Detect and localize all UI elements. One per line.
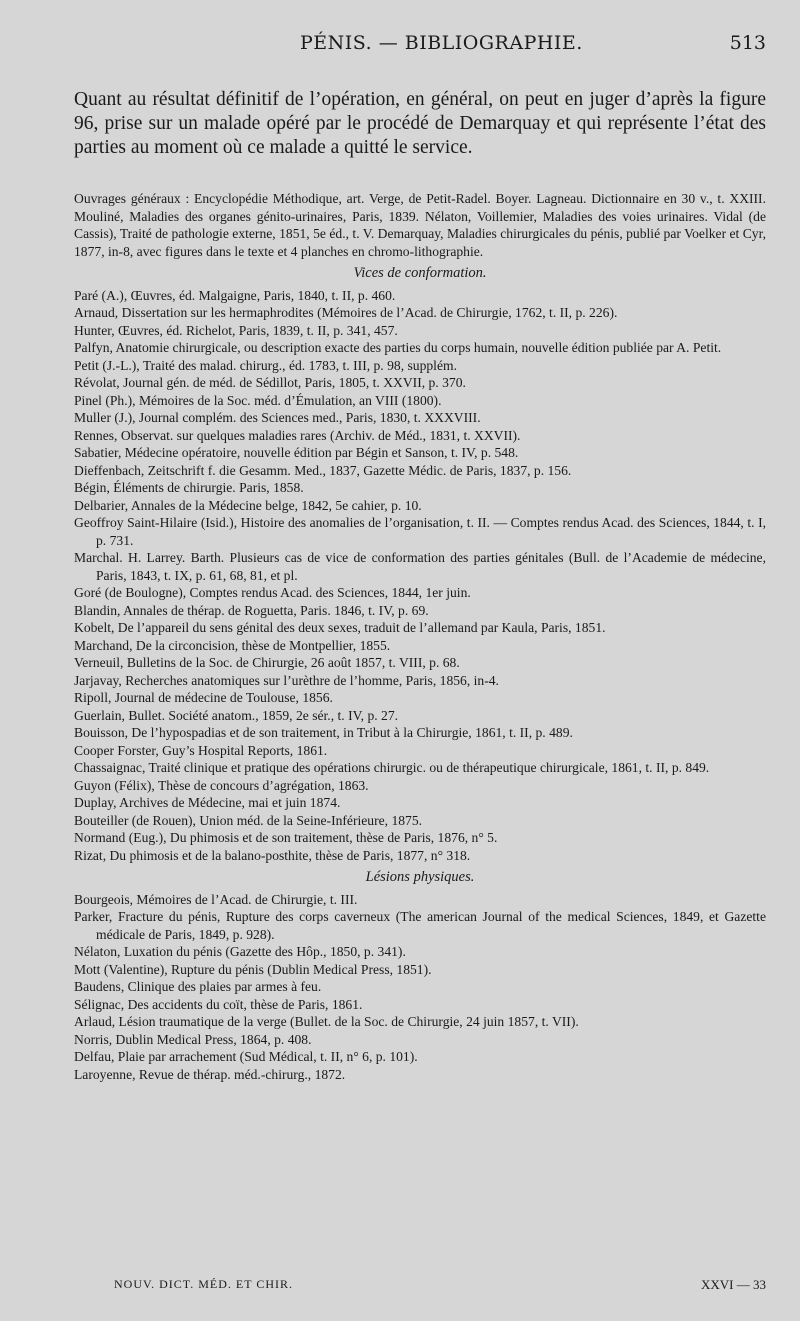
section-lesions-list	[74, 891, 766, 1084]
intro-paragraph: Quant au résultat définitif de l’opération, en général, on peut en juger d’après la figure 96, prise sur un malade opéré par le procédé de Demarquay et qui représente l’état des parties au moment où ce malade a quitté le service.	[74, 88, 766, 158]
bibliography-entry: Marchal. H. Larrey. Barth. Plusieurs cas de vice de conformation des parties génitales (Bull. de l’Academie de médecine, Paris, 1843, t. IX, p. 61, 68, 81, et pl.	[74, 550, 766, 583]
bibliography-entry: Palfyn, Anatomie chirurgicale, ou description exacte des parties du corps humain, nouvelle édition publiée par A. Petit.	[74, 340, 722, 355]
bibliography-entry: Duplay, Archives de Médecine, mai et juin 1874.	[74, 795, 341, 810]
bibliography-entry: Normand (Eug.), Du phimosis et de son traitement, thèse de Paris, 1876, n° 5.	[74, 830, 498, 845]
bibliography-entry: Marchand, De la circoncision, thèse de Montpellier, 1855.	[74, 637, 391, 653]
bibliography-entry: Sabatier, Médecine opératoire, nouvelle édition par Bégin et Sanson, t. IV, p. 548.	[74, 445, 519, 460]
bibliography-entry: Bouteiller (de Rouen), Union méd. de la Seine-Inférieure, 1875.	[74, 812, 423, 828]
bibliography-entry: Goré (de Boulogne), Comptes rendus Acad. des Sciences, 1844, 1er juin.	[74, 585, 471, 600]
bibliography-entry: Parker, Fracture du pénis, Rupture des corps caverneux (The american Journal of the medical Sciences, 1849, et Gazette médicale de Paris, 1849, p. 928).	[74, 909, 766, 942]
section-title-vices: Vices de conformation.	[353, 265, 487, 281]
bibliography-entry: Rizat, Du phimosis et de la balano-posthite, thèse de Paris, 1877, n° 318.	[74, 847, 471, 863]
bibliography-entry: Arlaud, Lésion traumatique de la verge (Bullet. de la Soc. de Chirurgie, 24 juin 1857, t. VII).	[74, 1014, 579, 1029]
bibliography-entry: Delbarier, Annales de la Médecine belge, 1842, 5e cahier, p. 10.	[74, 497, 422, 513]
running-head	[74, 32, 766, 56]
section-vices-list	[74, 287, 766, 865]
bibliography-entry: Cooper Forster, Guy’s Hospital Reports, 1861.	[74, 742, 328, 758]
bibliography-entry: Rennes, Observat. sur quelques maladies rares (Archiv. de Méd., 1831, t. XXVII).	[74, 427, 521, 443]
bibliography-entry: Delfau, Plaie par arrachement (Sud Médical, t. II, n° 6, p. 101).	[74, 1049, 418, 1064]
bibliography-entry: Chassaignac, Traité clinique et pratique des opérations chirurgic. ou de thérapeutique chirurgicale, 1861, t. II, p. 849.	[74, 760, 710, 775]
bibliography-entry: Ripoll, Journal de médecine de Toulouse, 1856.	[74, 690, 333, 705]
bibliography-entry: Verneuil, Bulletins de la Soc. de Chirurgie, 26 août 1857, t. VIII, p. 68.	[74, 655, 460, 670]
bibliography-entry: Bégin, Éléments de chirurgie. Paris, 1858.	[74, 480, 304, 495]
section-title-lesions: Lésions physiques.	[365, 869, 475, 885]
bibliography-entry: Muller (J.), Journal complém. des Sciences med., Paris, 1830, t. XXXVIII.	[74, 410, 481, 425]
bibliography-entry: Jarjavay, Recherches anatomiques sur l’urèthre de l’homme, Paris, 1856, in-4.	[74, 672, 499, 688]
bibliography-entry: Dieffenbach, Zeitschrift f. die Gesamm. Med., 1837, Gazette Médic. de Paris, 1837, p. 156.	[74, 462, 572, 478]
bibliography-entry: Révolat, Journal gén. de méd. de Sédillot, Paris, 1805, t. XXVII, p. 370.	[74, 375, 466, 390]
bibliography-entry: Baudens, Clinique des plaies par armes à feu.	[74, 979, 322, 994]
bibliography	[74, 190, 766, 1083]
footer-volume: XXVI — 33	[701, 1277, 766, 1292]
running-title: PÉNIS. — BIBLIOGRAPHIE.	[300, 32, 583, 54]
bibliography-entry: Norris, Dublin Medical Press, 1864, p. 408.	[74, 1031, 312, 1047]
bibliography-entry: Nélaton, Luxation du pénis (Gazette des Hôp., 1850, p. 341).	[74, 944, 406, 959]
bibliography-entry: Petit (J.-L.), Traité des malad. chirurg., éd. 1783, t. III, p. 98, supplém.	[74, 357, 457, 373]
bibliography-entry: Pinel (Ph.), Mémoires de la Soc. méd. d’Émulation, an VIII (1800).	[74, 392, 442, 408]
page-number: 513	[729, 32, 766, 54]
bibliography-entry: Hunter, Œuvres, éd. Richelot, Paris, 1839, t. II, p. 341, 457.	[74, 322, 398, 338]
bibliography-entry: Bouisson, De l’hypospadias et de son traitement, in Tribut à la Chirurgie, 1861, t. II, p. 489.	[74, 725, 573, 740]
bibliography-entry: Sélignac, Des accidents du coït, thèse de Paris, 1861.	[74, 996, 363, 1012]
bibliography-entry: Geoffroy Saint-Hilaire (Isid.), Histoire des anomalies de l’organisation, t. II. — Comptes rendus Acad. des Sciences, 1844, t. I, p. 731.	[74, 515, 766, 548]
bibliography-entry: Guyon (Félix), Thèse de concours d’agrégation, 1863.	[74, 777, 369, 793]
general-works: Ouvrages généraux : Encyclopédie Méthodique, art. Verge, de Petit-Radel. Boyer. Lagneau. Dictionnaire en 30 v., t. XXIII. Mouliné, Maladies des organes génito-urinaires, Paris, 1839. Nélaton, Voillemier, Maladies des voies urinaires. Vidal (de Cassis), Traité de pathologie externe, 1851, 5e éd., t. V. Demarquay, Maladies chirurgicales du pénis, publié par Voelker et Cyr, 1877, in-8, avec figures dans le texte et 4 planches en chromo-lithographie.	[74, 191, 766, 259]
bibliography-entry: Blandin, Annales de thérap. de Roguetta, Paris. 1846, t. IV, p. 69.	[74, 602, 429, 618]
bibliography-entry: Mott (Valentine), Rupture du pénis (Dublin Medical Press, 1851).	[74, 961, 432, 977]
bibliography-entry: Laroyenne, Revue de thérap. méd.-chirurg., 1872.	[74, 1066, 346, 1082]
footer-signature: NOUV. DICT. MÉD. ET CHIR.	[114, 1277, 294, 1291]
bibliography-entry: Paré (A.), Œuvres, éd. Malgaigne, Paris, 1840, t. II, p. 460.	[74, 287, 396, 303]
bibliography-entry: Guerlain, Bullet. Société anatom., 1859, 2e sér., t. IV, p. 27.	[74, 707, 399, 723]
bibliography-entry: Bourgeois, Mémoires de l’Acad. de Chirurgie, t. III.	[74, 891, 358, 907]
bibliography-entry: Kobelt, De l’appareil du sens génital des deux sexes, traduit de l’allemand par Kaula, Paris, 1851.	[74, 620, 606, 635]
bibliography-entry: Arnaud, Dissertation sur les hermaphrodites (Mémoires de l’Acad. de Chirurgie, 1762, t. II, p. 226).	[74, 305, 618, 320]
